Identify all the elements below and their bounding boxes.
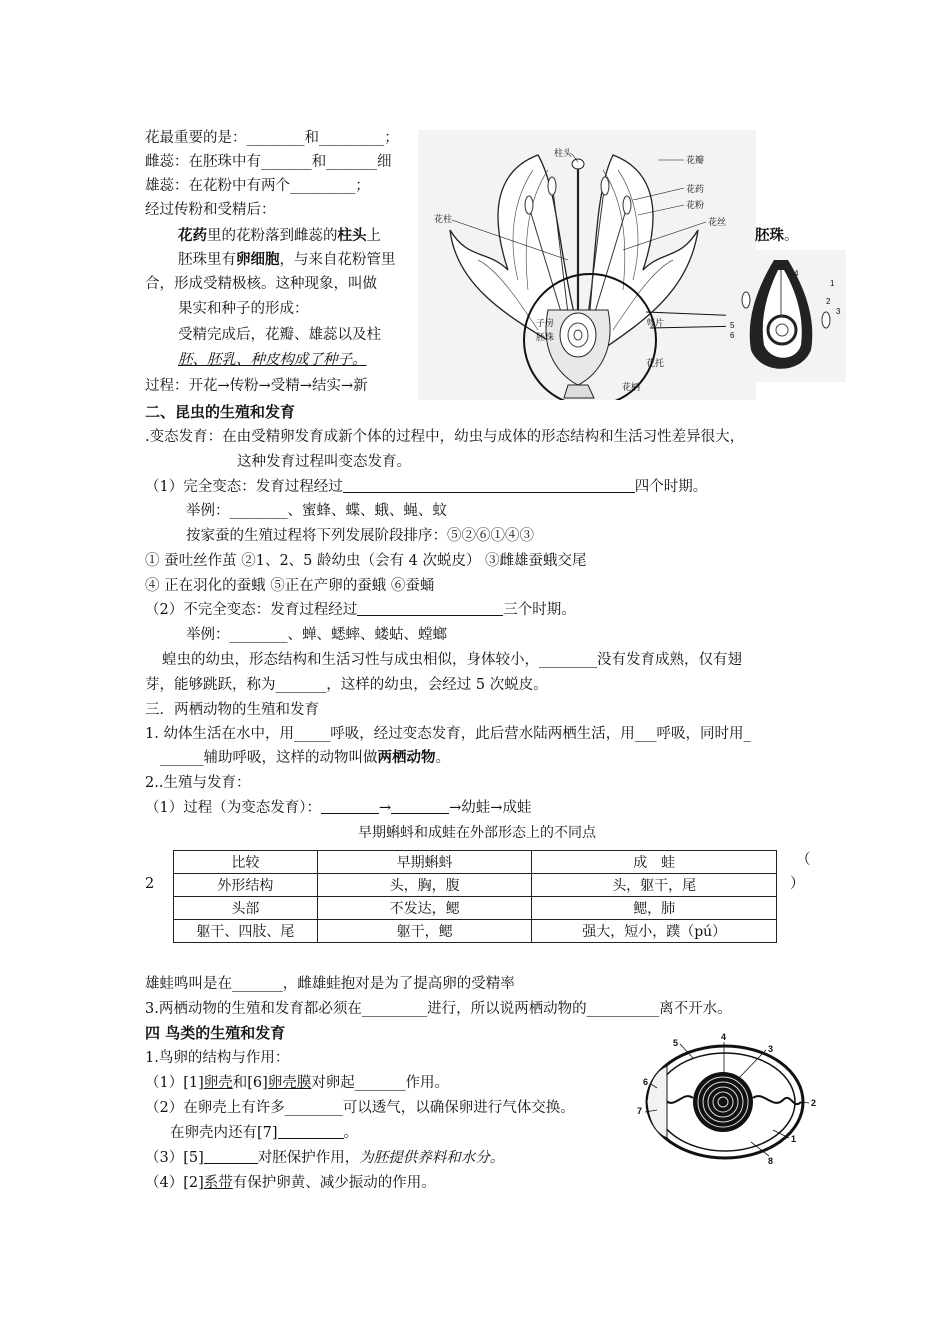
flower-line-3: 雄蕊：在花粉中有两个_________； [145,178,370,194]
svg-text:花瓣: 花瓣 [686,155,705,165]
flower-line-2: 雌蕊：在胚珠中有_______和_______细 [145,154,392,170]
ovule-text: 胚珠里有 [178,252,236,268]
egg-q2-end: 。 [343,1125,359,1141]
table-cell: 外形结构 [174,874,318,897]
egg-q1-text-3: 对卵起_______作用。 [311,1075,450,1091]
table-cell: 躯干，鳃 [317,920,532,943]
svg-text:4: 4 [794,269,799,278]
egg-q3-text-2: 对胚保护作用， [257,1150,360,1166]
egg-q2-line-2 [170,1123,358,1143]
locust-line-1: 蝗虫的幼虫，形态结构和生活习性与成虫相似，身体较小，________没有发育成熟，仅有翅 [162,652,742,668]
blank-albumen [204,1149,258,1164]
fruit-seed-line: 果实和种子的形成： [178,301,309,317]
blank-process-1 [321,799,379,814]
svg-text:花托: 花托 [646,358,665,368]
egg-q3-italic: 为胚提供养料和水分。 [359,1150,505,1166]
metamorphosis-def-2: 这种发育过程叫变态发育。 [237,454,411,470]
locust-line-2: 芽，能够跳跃，称为_______，这样的幼虫，会经过 5 次蜕皮。 [145,677,548,693]
egg-q2-text: 在卵壳内还有[7] [170,1125,278,1141]
svg-text:6: 6 [730,331,735,340]
svg-text:8: 8 [768,1156,774,1166]
side-number: 2 [145,876,155,892]
svg-text:3: 3 [836,307,841,316]
svg-text:花粉: 花粉 [686,200,705,210]
blank-air-cell [278,1124,344,1139]
process-tail: →幼蛙→成蛙 [449,800,532,816]
after-fertilization-line: 受精完成后，花瓣、雄蕊以及柱 [178,327,381,343]
egg-q1-text: （1）[1] [145,1075,204,1091]
seed-composition-line: 胚、胚乳、种皮构成了种子。 [178,352,367,368]
svg-text:花柄: 花柄 [622,382,641,392]
complete-metamorphosis-line [145,477,707,497]
frog-call-line: 雄蛙鸣叫是在_______，雌雄蛙抱对是为了提高卵的受精率 [145,976,515,992]
amphibian-q1-text: ______辅助呼吸，这样的动物叫做 [160,750,378,766]
svg-text:花丝: 花丝 [708,217,727,227]
pollination-text: 里的花粉落到雌蕊的 [207,228,338,244]
amphibian-q1-line-2 [160,748,450,768]
side-paren-open: （ [796,852,811,868]
incomplete-metamorphosis-text: （2）不完全变态：发育过程经过 [145,602,358,618]
svg-text:萼片: 萼片 [646,318,665,328]
bird-heading: 四 鸟类的生殖和发育 [145,1024,286,1042]
eggshell-word: 卵壳 [203,1075,233,1091]
flower-line-4: 经过传粉和受精后： [145,202,276,218]
metamorphosis-def-1: .变态发育：在由受精卵发育成新个体的过程中，幼虫与成体的形态结构和生活习性差异很大， [145,429,745,445]
silkworm-order: 按家蚕的生殖过程将下列发展阶段排序：⑤②⑥①④③ [186,528,534,544]
svg-text:3: 3 [768,1044,774,1054]
svg-text:5: 5 [730,321,735,330]
amphibian-q1-line-1: 1. 幼体生活在水中，用_____呼吸，经过变态发育，此后营水陆两栖生活，用___呼吸，同时用_ [145,726,751,742]
table-header-cell: 成 蛙 [532,851,777,874]
pollination-line [178,226,381,246]
egg-q4-text-2: 有保护卵黄、减少振动的作用。 [232,1175,436,1191]
flower-line-1: 花最重要的是：________和_________； [145,130,399,146]
amphibian-term: 两栖动物 [377,749,436,766]
table-cell: 躯干、四肢、尾 [174,920,318,943]
fertilization-line: 合，形成受精极核。这种现象，叫做 [145,276,377,292]
blank-incomplete-stages [357,601,503,616]
shell-membrane-word: 卵壳膜 [267,1075,312,1091]
ovule-inset-diagram [726,250,846,382]
label-stigma: 柱头 [554,148,573,158]
process-arrow: → [378,800,392,816]
incomplete-metamorphosis-line [145,600,576,620]
example-1: 举例：________、蜜蜂、蝶、蛾、蝇、蚊 [186,503,447,519]
silkworm-stages-1: ① 蚕吐丝作茧 ②1、2、5 龄幼虫（会有 4 次蜕皮） ③雌雄蚕蛾交尾 [145,553,587,569]
egg-q2-line: （2）在卵壳上有许多________可以透气，以确保卵进行气体交换。 [145,1100,575,1116]
egg-q1-text-2: 和[6] [232,1075,268,1091]
svg-text:2: 2 [826,297,831,306]
ovule-text-2: ，与来自花粉管里 [279,252,396,268]
table-cell: 强大，短小，蹼（pú） [532,920,777,943]
chalaza-word: 系带 [203,1175,233,1191]
svg-text:5: 5 [673,1038,679,1048]
table-header-cell: 早期蝌蚪 [317,851,532,874]
blank-process-2 [391,799,449,814]
blank-complete-stages [343,478,635,493]
amphibian-q2: 2..生殖与发育： [145,775,251,791]
silkworm-stages-2: ④ 正在羽化的蚕蛾 ⑤正在产卵的蚕蛾 ⑥蚕蛹 [145,578,435,594]
flower-diagram [418,130,756,400]
table-cell: 不发达，鳃 [317,897,532,920]
amphibian-process-line [145,798,531,818]
table-row [174,874,777,897]
comparison-table [173,850,777,943]
egg-q1-line [145,1073,449,1093]
svg-text:7: 7 [637,1106,643,1116]
complete-metamorphosis-text: （1）完全变态：发育过程经过 [145,479,343,495]
side-paren-close: ） [790,876,805,892]
incomplete-metamorphosis-end: 三个时期。 [503,602,576,618]
table-cell: 头部 [174,897,318,920]
anther-word: 花药 [178,227,207,244]
process-label: （1）过程（为变态发育）： [145,800,321,816]
process-line: 过程：开花→传粉→受精→结实→新 [145,378,368,394]
table-cell: 鳃，肺 [532,897,777,920]
comparison-table-title: 早期蝌蚪和成蛙在外部形态上的不同点 [358,825,596,841]
svg-text:1: 1 [830,279,835,288]
svg-text:1: 1 [791,1134,797,1144]
table-row [174,897,777,920]
svg-text:6: 6 [643,1077,649,1087]
insect-heading: 二、昆虫的生殖和发育 [145,403,296,421]
egg-q3-text: （3）[5] [145,1150,204,1166]
egg-q3-line [145,1148,504,1168]
ovule-word-bold [755,226,799,246]
table-row [174,920,777,943]
bird-egg-diagram [633,1030,823,1168]
amphibian-q3: 3.两栖动物的生殖和发育都必须在_________进行，所以说两栖动物的__________离不开水。 [145,1001,732,1017]
svg-text:2: 2 [811,1098,817,1108]
svg-text:花柱: 花柱 [434,214,453,224]
ovule-line [178,250,396,270]
pollination-text-2: 上 [366,228,381,244]
stigma-word: 柱头 [337,227,367,244]
table-cell: 头，胸，腹 [317,874,532,897]
egg-q4-line [145,1173,436,1193]
table-cell: 头，躯干，尾 [532,874,777,897]
amphibian-q1-end: 。 [435,750,450,766]
svg-text:花药: 花药 [686,184,705,194]
egg-q4-text: （4）[2] [145,1175,204,1191]
egg-structure-title: 1.鸟卵的结构与作用： [145,1050,290,1066]
svg-text:子房: 子房 [536,318,555,328]
table-header-cell: 比较 [174,851,318,874]
egg-cell-word: 卵细胞 [236,251,280,268]
ovule-period: 。 [784,228,799,244]
svg-text:4: 4 [721,1032,727,1042]
example-2: 举例：________、蝉、蟋蟀、蝼蛄、螳螂 [186,627,447,643]
table-header-row [174,851,777,874]
amphibian-heading: 三．两栖动物的生殖和发育 [145,702,319,718]
ovule-word: 胚珠 [755,227,784,244]
svg-text:胚珠: 胚珠 [536,332,555,342]
complete-metamorphosis-end: 四个时期。 [634,479,708,495]
